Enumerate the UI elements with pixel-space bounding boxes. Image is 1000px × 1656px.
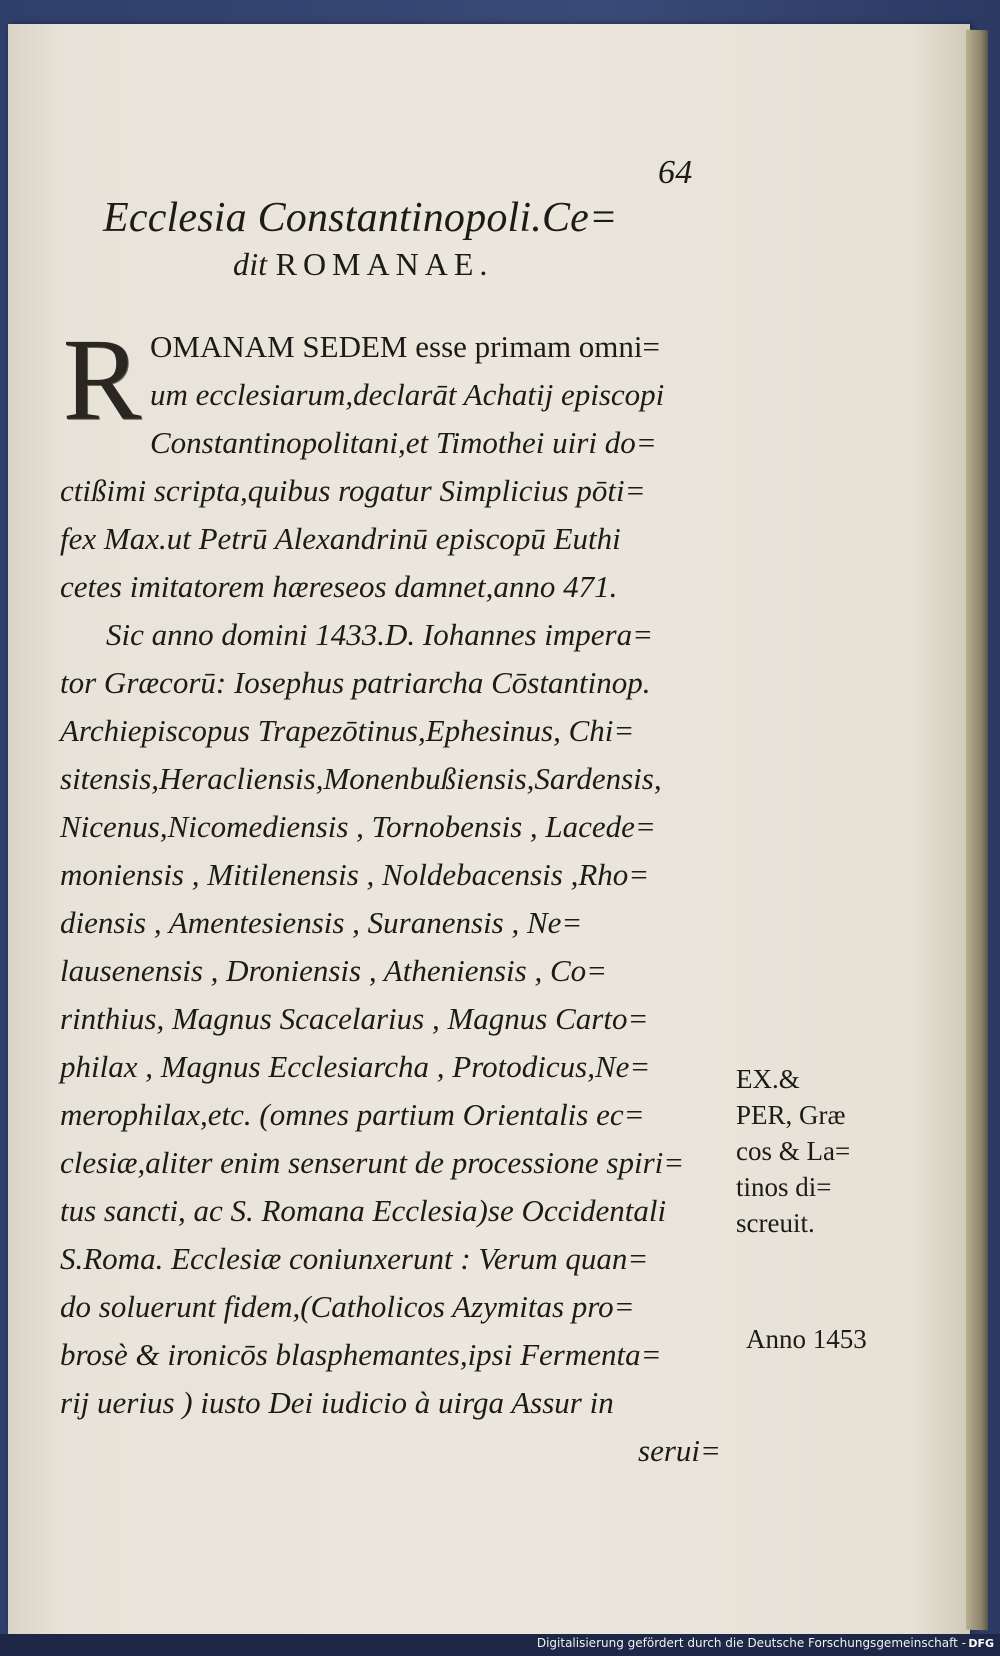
body-line: tor Græcorū: Iosephus patriarcha Cōstantinop. (60, 665, 651, 700)
body-line: merophilax,etc. (omnes partium Orientalis ec= (60, 1097, 645, 1132)
catchword: serui= (638, 1433, 721, 1468)
body-line: rij uerius ) iusto Dei iudicio à uirga Assur in (60, 1385, 614, 1420)
drop-cap-initial: R (62, 314, 142, 445)
body-line: ctißimi scripta,quibus rogatur Simplicius pōti= (60, 473, 646, 508)
chapter-title-line-2 (233, 246, 493, 283)
dfg-logo: DFG (968, 1637, 994, 1650)
page-number: 64 (658, 154, 693, 191)
body-line: lausenensis , Droniensis , Atheniensis , Co= (60, 953, 608, 988)
body-line: OMANAM SEDEM esse primam omni= (150, 329, 661, 364)
body-line: um ecclesiarum,declarāt Achatij episcopi (150, 377, 665, 412)
body-line: clesiæ,aliter enim senserunt de processione spiri= (60, 1145, 685, 1180)
page-edge (966, 30, 988, 1630)
body-line: S.Roma. Ecclesiæ coniunxerunt : Verum quan= (60, 1241, 649, 1276)
body-line: moniensis , Mitilenensis , Noldebacensis ,Rho= (60, 857, 650, 892)
chapter-title-line-1: Ecclesia Constantinopoli.Ce= (103, 195, 618, 241)
digitization-credit: Digitalisierung gefördert durch die Deutsche Forschungsgemeinschaft - (536, 1636, 966, 1650)
margin-note: cos & La= (736, 1136, 851, 1166)
body-line: Sic anno domini 1433.D. Iohannes impera= (106, 617, 654, 652)
body-line: Nicenus,Nicomediensis , Tornobensis , Lacede= (60, 809, 656, 844)
body-line: Archiepiscopus Trapezōtinus,Ephesinus, Chi= (60, 713, 635, 748)
body-line: sitensis,Heracliensis,Monenbußiensis,Sardensis, (60, 761, 662, 796)
body-line: brosè & ironicōs blasphemantes,ipsi Fermenta= (60, 1337, 662, 1372)
margin-note: screuit. (736, 1208, 815, 1238)
body-line: Constantinopolitani,et Timothei uiri do= (150, 425, 657, 460)
margin-note: tinos di= (736, 1172, 832, 1202)
body-line: tus sancti, ac S. Romana Ecclesia)se Occidentali (60, 1193, 667, 1228)
body-line: fex Max.ut Petrū Alexandrinū episcopū Euthi (60, 521, 621, 556)
margin-note: EX.& (736, 1064, 800, 1094)
book-page (8, 24, 970, 1634)
body-line: rinthius, Magnus Scacelarius , Magnus Carto= (60, 1001, 649, 1036)
title-prefix: dit (233, 246, 268, 282)
margin-note: Anno 1453 (746, 1324, 867, 1354)
digitization-footer (0, 1634, 1000, 1656)
body-line: diensis , Amentesiensis , Suranensis , Ne= (60, 905, 583, 940)
body-line: philax , Magnus Ecclesiarcha , Protodicus,Ne= (60, 1049, 651, 1084)
body-line: cetes imitatorem hæreseos damnet,anno 471. (60, 569, 618, 604)
body-line: do soluerunt fidem,(Catholicos Azymitas pro= (60, 1289, 635, 1324)
margin-note: PER, Græ (736, 1100, 846, 1130)
title-caps: ROMANAE. (275, 246, 494, 282)
